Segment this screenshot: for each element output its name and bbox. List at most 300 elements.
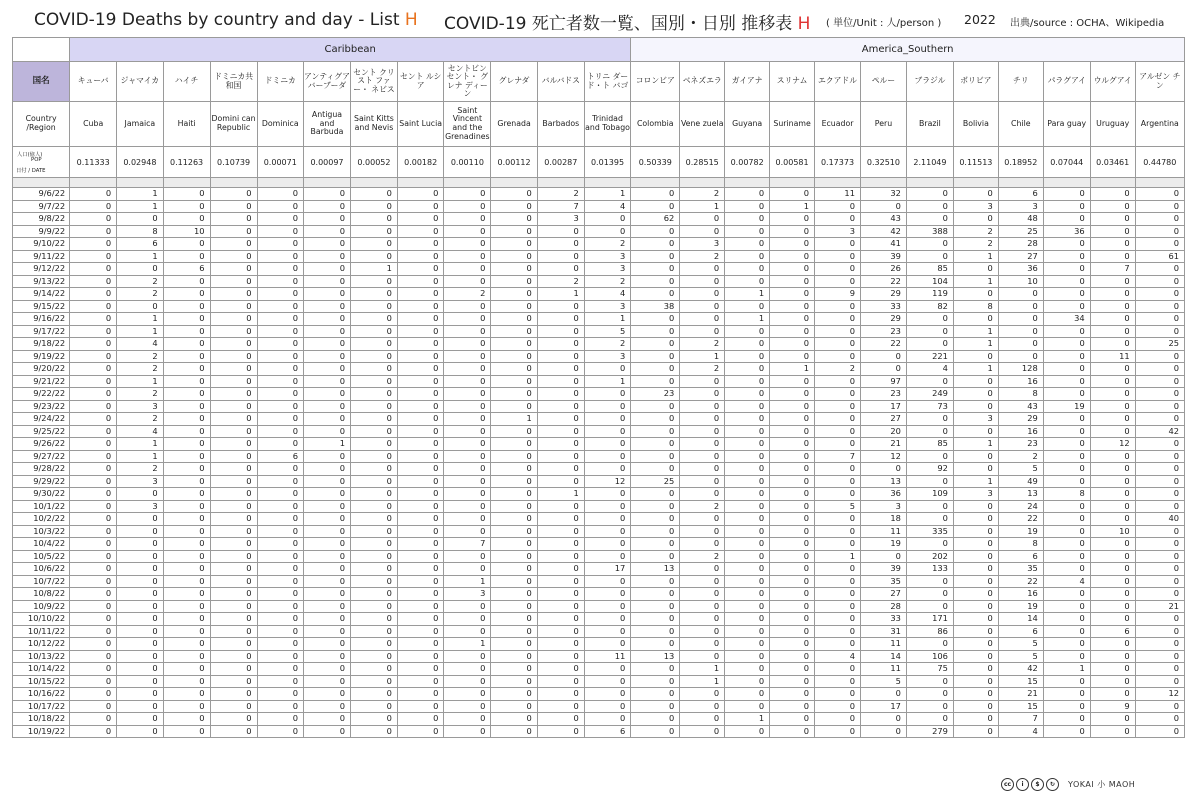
death-count-cell: 0 — [770, 663, 815, 676]
death-count-cell: 0 — [397, 700, 443, 713]
death-count-cell: 0 — [631, 550, 680, 563]
death-count-cell: 0 — [953, 675, 998, 688]
death-count-cell: 1 — [953, 363, 998, 376]
death-count-cell: 0 — [1135, 300, 1184, 313]
death-count-cell: 10 — [1090, 525, 1135, 538]
death-count-cell: 0 — [163, 525, 210, 538]
death-count-cell: 0 — [1043, 688, 1090, 701]
death-count-cell: 0 — [350, 338, 397, 351]
death-count-cell: 5 — [860, 675, 906, 688]
death-count-cell: 0 — [1043, 250, 1090, 263]
death-count-cell: 0 — [906, 713, 953, 726]
death-count-cell: 0 — [304, 513, 351, 526]
death-count-cell: 0 — [444, 600, 491, 613]
death-count-cell: 0 — [680, 613, 725, 626]
death-count-cell: 0 — [163, 663, 210, 676]
death-count-cell: 171 — [906, 613, 953, 626]
death-count-cell: 1 — [680, 200, 725, 213]
death-count-cell: 6 — [998, 188, 1043, 201]
death-count-cell: 6 — [117, 238, 163, 251]
death-count-cell: 1 — [584, 313, 630, 326]
death-count-cell: 4 — [998, 725, 1043, 738]
date-cell: 9/6/22 — [13, 188, 70, 201]
death-count-cell: 1 — [537, 288, 584, 301]
death-count-cell: 0 — [906, 213, 953, 226]
death-count-cell: 0 — [70, 338, 117, 351]
death-count-cell: 0 — [397, 363, 443, 376]
death-count-cell: 0 — [725, 250, 770, 263]
death-count-cell: 15 — [998, 700, 1043, 713]
population-value: 0.00581 — [770, 147, 815, 178]
death-count-cell: 0 — [906, 588, 953, 601]
death-count-cell: 0 — [1090, 363, 1135, 376]
death-count-cell: 25 — [631, 475, 680, 488]
death-count-cell: 0 — [491, 300, 537, 313]
death-count-cell: 0 — [906, 538, 953, 551]
death-count-cell: 0 — [397, 475, 443, 488]
death-count-cell: 0 — [770, 250, 815, 263]
death-count-cell: 29 — [860, 313, 906, 326]
death-count-cell: 0 — [725, 438, 770, 451]
death-count-cell: 0 — [163, 563, 210, 576]
death-count-cell: 0 — [491, 200, 537, 213]
death-count-cell: 0 — [815, 613, 861, 626]
death-count-cell: 0 — [210, 550, 257, 563]
death-count-cell: 11 — [1090, 350, 1135, 363]
death-count-cell: 0 — [1090, 250, 1135, 263]
death-count-cell: 0 — [906, 200, 953, 213]
death-count-cell: 0 — [210, 400, 257, 413]
death-count-cell: 0 — [631, 588, 680, 601]
death-count-cell: 0 — [537, 675, 584, 688]
table-row — [13, 588, 1185, 601]
death-count-cell: 0 — [491, 688, 537, 701]
country-jp-name: ベネズエラ — [680, 62, 725, 102]
death-count-cell: 0 — [304, 650, 351, 663]
death-count-cell: 0 — [1090, 375, 1135, 388]
death-count-cell: 0 — [860, 713, 906, 726]
death-count-cell: 0 — [1043, 563, 1090, 576]
death-count-cell: 0 — [815, 688, 861, 701]
death-count-cell: 0 — [584, 600, 630, 613]
death-count-cell: 0 — [770, 488, 815, 501]
death-count-cell: 0 — [584, 438, 630, 451]
death-count-cell: 7 — [815, 450, 861, 463]
death-count-cell: 0 — [304, 575, 351, 588]
death-count-cell: 0 — [70, 388, 117, 401]
death-count-cell: 0 — [397, 713, 443, 726]
death-count-cell: 0 — [680, 488, 725, 501]
date-cell: 10/18/22 — [13, 713, 70, 726]
death-count-cell: 0 — [953, 500, 998, 513]
death-count-cell: 106 — [906, 650, 953, 663]
death-count-cell: 0 — [257, 488, 303, 501]
death-count-cell: 0 — [70, 600, 117, 613]
death-count-cell: 0 — [725, 275, 770, 288]
death-count-cell: 0 — [70, 700, 117, 713]
death-count-cell: 0 — [631, 450, 680, 463]
death-count-cell: 0 — [815, 325, 861, 338]
death-count-cell: 0 — [1043, 538, 1090, 551]
death-count-cell: 0 — [725, 263, 770, 276]
date-cell: 9/8/22 — [13, 213, 70, 226]
death-count-cell: 0 — [257, 438, 303, 451]
death-count-cell: 0 — [304, 388, 351, 401]
population-value: 0.00287 — [537, 147, 584, 178]
death-count-cell: 3 — [680, 238, 725, 251]
death-count-cell: 0 — [680, 713, 725, 726]
death-count-cell: 0 — [906, 700, 953, 713]
death-count-cell: 128 — [998, 363, 1043, 376]
death-count-cell: 0 — [1043, 188, 1090, 201]
death-count-cell: 0 — [304, 613, 351, 626]
death-count-cell: 24 — [998, 500, 1043, 513]
country-en-name: Uruguay — [1090, 102, 1135, 147]
death-count-cell: 5 — [815, 500, 861, 513]
death-count-cell: 0 — [491, 488, 537, 501]
death-count-cell: 0 — [1135, 488, 1184, 501]
death-count-cell: 0 — [680, 588, 725, 601]
death-count-cell: 0 — [815, 463, 861, 476]
death-count-cell: 109 — [906, 488, 953, 501]
population-value: 0.11333 — [70, 147, 117, 178]
death-count-cell: 0 — [397, 513, 443, 526]
country-jp-name: セント ルシア — [397, 62, 443, 102]
death-count-cell: 0 — [491, 325, 537, 338]
date-cell: 9/21/22 — [13, 375, 70, 388]
death-count-cell: 0 — [537, 513, 584, 526]
death-count-cell: 22 — [998, 575, 1043, 588]
death-count-cell: 0 — [631, 313, 680, 326]
spacer-cell — [953, 178, 998, 188]
death-count-cell: 0 — [1135, 400, 1184, 413]
death-count-cell: 0 — [953, 538, 998, 551]
death-count-cell: 0 — [631, 513, 680, 526]
population-value: 0.18952 — [998, 147, 1043, 178]
death-count-cell: 0 — [953, 450, 998, 463]
death-count-cell: 0 — [257, 188, 303, 201]
country-en-name: Suriname — [770, 102, 815, 147]
death-count-cell: 0 — [444, 500, 491, 513]
death-count-cell: 0 — [770, 313, 815, 326]
death-count-cell: 0 — [1090, 225, 1135, 238]
death-count-cell: 0 — [906, 450, 953, 463]
spacer-cell — [1135, 178, 1184, 188]
death-count-cell: 0 — [210, 725, 257, 738]
death-count-cell: 0 — [815, 263, 861, 276]
death-count-cell: 0 — [70, 613, 117, 626]
table-row — [13, 338, 1185, 351]
death-count-cell: 0 — [397, 438, 443, 451]
death-count-cell: 0 — [953, 375, 998, 388]
death-count-cell: 0 — [350, 688, 397, 701]
death-count-cell: 0 — [1090, 563, 1135, 576]
death-count-cell: 0 — [860, 725, 906, 738]
death-count-cell: 10 — [163, 225, 210, 238]
population-value: 0.11513 — [953, 147, 998, 178]
death-count-cell: 0 — [257, 200, 303, 213]
date-cell: 10/14/22 — [13, 663, 70, 676]
death-count-cell: 9 — [815, 288, 861, 301]
death-count-cell: 1 — [680, 663, 725, 676]
death-count-cell: 2 — [117, 413, 163, 426]
death-count-cell: 0 — [491, 513, 537, 526]
death-count-cell: 0 — [350, 213, 397, 226]
death-count-cell: 0 — [584, 613, 630, 626]
death-count-cell: 13 — [998, 488, 1043, 501]
death-count-cell: 0 — [953, 350, 998, 363]
death-count-cell: 0 — [491, 613, 537, 626]
death-count-cell: 0 — [1135, 313, 1184, 326]
death-count-cell: 0 — [1135, 550, 1184, 563]
death-count-cell: 0 — [491, 425, 537, 438]
death-count-cell: 0 — [725, 350, 770, 363]
spacer-cell — [1043, 178, 1090, 188]
death-count-cell: 5 — [998, 650, 1043, 663]
date-cell: 10/11/22 — [13, 625, 70, 638]
death-count-cell: 0 — [397, 450, 443, 463]
death-count-cell: 0 — [70, 288, 117, 301]
death-count-cell: 0 — [584, 713, 630, 726]
death-count-cell: 0 — [117, 688, 163, 701]
death-count-cell: 133 — [906, 563, 953, 576]
death-count-cell: 0 — [1135, 200, 1184, 213]
death-count-cell: 0 — [210, 413, 257, 426]
table-row — [13, 463, 1185, 476]
country-jp-name: エクアドル — [815, 62, 861, 102]
table-row — [13, 713, 1185, 726]
death-count-cell: 0 — [631, 413, 680, 426]
table-row — [13, 438, 1185, 451]
death-count-cell: 38 — [631, 300, 680, 313]
table-row — [13, 538, 1185, 551]
death-count-cell: 0 — [163, 688, 210, 701]
death-count-cell: 0 — [444, 463, 491, 476]
death-count-cell: 1 — [117, 250, 163, 263]
death-count-cell: 0 — [998, 300, 1043, 313]
death-count-cell: 0 — [906, 313, 953, 326]
death-count-cell: 0 — [70, 400, 117, 413]
death-count-cell: 0 — [397, 525, 443, 538]
death-count-cell: 0 — [350, 363, 397, 376]
death-count-cell: 0 — [397, 388, 443, 401]
death-count-cell: 0 — [815, 700, 861, 713]
death-count-cell: 16 — [998, 425, 1043, 438]
death-count-cell: 0 — [1043, 238, 1090, 251]
death-count-cell: 0 — [1135, 588, 1184, 601]
death-count-cell: 0 — [1090, 588, 1135, 601]
spacer-row — [13, 178, 1185, 188]
death-count-cell: 0 — [815, 713, 861, 726]
country-jp-name: ボリビア — [953, 62, 998, 102]
death-count-cell: 48 — [998, 213, 1043, 226]
death-count-cell: 1 — [953, 250, 998, 263]
death-count-cell: 0 — [444, 725, 491, 738]
death-count-cell: 0 — [1043, 338, 1090, 351]
date-cell: 9/28/22 — [13, 463, 70, 476]
death-count-cell: 11 — [860, 525, 906, 538]
death-count-cell: 0 — [584, 638, 630, 651]
death-count-cell: 0 — [815, 513, 861, 526]
death-count-cell: 0 — [1135, 188, 1184, 201]
death-count-cell: 0 — [163, 538, 210, 551]
death-count-cell: 0 — [537, 350, 584, 363]
death-count-cell: 0 — [70, 550, 117, 563]
death-count-cell: 0 — [163, 575, 210, 588]
death-count-cell: 0 — [210, 625, 257, 638]
death-count-cell: 8 — [117, 225, 163, 238]
death-count-cell: 0 — [1090, 475, 1135, 488]
death-count-cell: 0 — [1043, 475, 1090, 488]
death-count-cell: 0 — [1043, 625, 1090, 638]
table-row — [13, 500, 1185, 513]
death-count-cell: 0 — [304, 675, 351, 688]
death-count-cell: 11 — [860, 638, 906, 651]
death-count-cell: 0 — [210, 338, 257, 351]
death-count-cell: 0 — [210, 350, 257, 363]
table-row — [13, 250, 1185, 263]
death-count-cell: 0 — [725, 663, 770, 676]
death-count-cell: 0 — [680, 275, 725, 288]
death-count-cell: 0 — [491, 363, 537, 376]
date-cell: 10/19/22 — [13, 725, 70, 738]
death-count-cell: 42 — [998, 663, 1043, 676]
death-count-cell: 0 — [397, 588, 443, 601]
death-count-cell: 0 — [860, 363, 906, 376]
death-count-cell: 0 — [1090, 500, 1135, 513]
death-count-cell: 0 — [444, 663, 491, 676]
death-count-cell: 22 — [860, 275, 906, 288]
death-count-cell: 0 — [725, 525, 770, 538]
death-count-cell: 0 — [1043, 425, 1090, 438]
death-count-cell: 3 — [584, 300, 630, 313]
death-count-cell: 4 — [117, 338, 163, 351]
death-count-cell: 0 — [1043, 288, 1090, 301]
death-count-cell: 27 — [860, 413, 906, 426]
death-count-cell: 20 — [860, 425, 906, 438]
death-count-cell: 31 — [860, 625, 906, 638]
death-count-cell: 0 — [444, 275, 491, 288]
death-count-cell: 0 — [1090, 688, 1135, 701]
death-count-cell: 0 — [350, 588, 397, 601]
death-count-cell: 0 — [906, 575, 953, 588]
death-count-cell: 0 — [350, 438, 397, 451]
death-count-cell: 0 — [491, 463, 537, 476]
death-count-cell: 0 — [491, 563, 537, 576]
death-count-cell: 0 — [725, 238, 770, 251]
date-cell: 9/18/22 — [13, 338, 70, 351]
death-count-cell: 0 — [304, 350, 351, 363]
death-count-cell: 0 — [680, 600, 725, 613]
date-cell: 9/20/22 — [13, 363, 70, 376]
death-count-cell: 0 — [397, 225, 443, 238]
death-count-cell: 6 — [257, 450, 303, 463]
death-count-cell: 6 — [584, 725, 630, 738]
spacer-cell — [537, 178, 584, 188]
death-count-cell: 0 — [257, 550, 303, 563]
death-count-cell: 0 — [304, 638, 351, 651]
death-count-cell: 0 — [304, 288, 351, 301]
death-count-cell: 0 — [304, 625, 351, 638]
date-cell: 9/25/22 — [13, 425, 70, 438]
death-count-cell: 0 — [1090, 300, 1135, 313]
nc-icon: $ — [1031, 778, 1044, 791]
death-count-cell: 0 — [304, 275, 351, 288]
sa-icon: ↻ — [1046, 778, 1059, 791]
death-count-cell: 2 — [584, 275, 630, 288]
death-count-cell: 0 — [210, 688, 257, 701]
death-count-cell: 0 — [1135, 213, 1184, 226]
death-count-cell: 0 — [350, 613, 397, 626]
death-count-cell: 0 — [770, 388, 815, 401]
death-count-cell: 0 — [163, 600, 210, 613]
death-count-cell: 0 — [117, 550, 163, 563]
spacer-cell — [1090, 178, 1135, 188]
unit-label: ( 単位/Unit : 人/person ) — [826, 18, 942, 29]
date-cell: 10/3/22 — [13, 525, 70, 538]
death-count-cell: 0 — [770, 575, 815, 588]
death-count-cell: 0 — [444, 238, 491, 251]
death-count-cell: 0 — [953, 663, 998, 676]
death-count-cell: 0 — [304, 313, 351, 326]
death-count-cell: 0 — [397, 275, 443, 288]
death-count-cell: 0 — [631, 400, 680, 413]
death-count-cell: 0 — [210, 713, 257, 726]
table-row — [13, 288, 1185, 301]
death-count-cell: 0 — [397, 288, 443, 301]
death-count-cell: 36 — [860, 488, 906, 501]
title-english: COVID-19 Deaths by country and day - List H — [34, 10, 418, 30]
death-count-cell: 0 — [70, 575, 117, 588]
death-count-cell: 0 — [953, 263, 998, 276]
death-count-cell: 0 — [1090, 575, 1135, 588]
death-count-cell: 0 — [1090, 200, 1135, 213]
death-count-cell: 0 — [117, 725, 163, 738]
death-count-cell: 0 — [350, 313, 397, 326]
death-count-cell: 0 — [815, 625, 861, 638]
title-english-suffix: H — [404, 10, 418, 30]
death-count-cell: 0 — [1090, 275, 1135, 288]
death-count-cell: 0 — [70, 438, 117, 451]
spacer-cell — [163, 178, 210, 188]
death-count-cell: 21 — [1135, 600, 1184, 613]
death-count-cell: 1 — [584, 375, 630, 388]
death-count-cell: 0 — [725, 688, 770, 701]
death-count-cell: 0 — [304, 363, 351, 376]
label-pop-a: 人口(億人) — [17, 152, 43, 158]
death-count-cell: 22 — [998, 513, 1043, 526]
death-count-cell: 0 — [350, 463, 397, 476]
death-count-cell: 0 — [444, 425, 491, 438]
table-row — [13, 675, 1185, 688]
death-count-cell: 0 — [70, 263, 117, 276]
death-count-cell: 0 — [815, 200, 861, 213]
death-count-cell: 4 — [584, 200, 630, 213]
death-count-cell: 0 — [631, 438, 680, 451]
death-count-cell: 0 — [584, 425, 630, 438]
death-count-cell: 1 — [117, 188, 163, 201]
death-count-cell: 0 — [210, 513, 257, 526]
death-count-cell: 0 — [350, 575, 397, 588]
death-count-cell: 0 — [70, 650, 117, 663]
death-count-cell: 0 — [998, 350, 1043, 363]
death-count-cell: 119 — [906, 288, 953, 301]
death-count-cell: 0 — [397, 600, 443, 613]
death-count-cell: 0 — [770, 563, 815, 576]
death-count-cell: 0 — [163, 638, 210, 651]
death-count-cell: 1 — [584, 188, 630, 201]
death-count-cell: 0 — [491, 525, 537, 538]
